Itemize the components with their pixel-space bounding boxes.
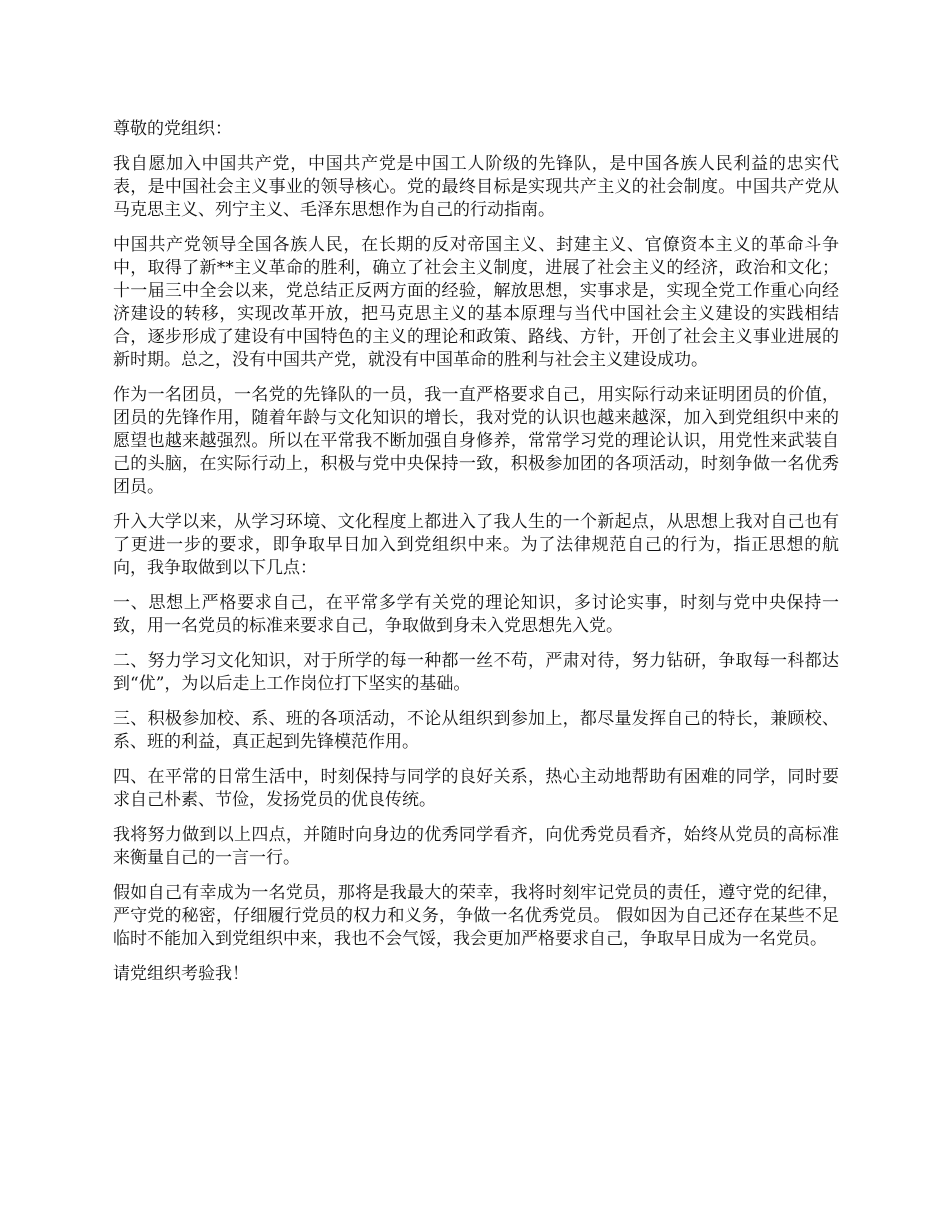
paragraph-2: 中国共产党领导全国各族人民，在长期的反对帝国主义、封建主义、官僚资本主义的革命斗争中，取得了新**主义革命的胜利，确立了社会主义制度，进展了社会主义的经济，政治和文化；十一届三中全会以来，党总结正反两方面的经验，解放思想，实事求是，实现全党工作重心向经济建设的转移，实现改革开放，把马克思主义的基本原理与当代中国社会主义建设的实践相结合，逐步形成了建设有中国特色的主义的理论和政策、路线、方针，开创了社会主义事业进展的新时期。总之，没有中国共产党，就没有中国革命的胜利与社会主义建设成功。 bbox=[113, 235, 839, 370]
closing: 请党组织考验我！ bbox=[113, 964, 249, 984]
point-2: 二、努力学习文化知识，对于所学的每一种都一丝不苟，严肃对待，努力钻研，争取每一科都达到“优”，为以后走上工作岗位打下坚实的基础。 bbox=[113, 651, 839, 694]
salutation: 尊敬的党组织： bbox=[113, 119, 232, 139]
paragraph-5: 我将努力做到以上四点，并随时向身边的优秀同学看齐，向优秀党员看齐，始终从党员的高标准来衡量自己的一言一行。 bbox=[113, 825, 839, 868]
point-1: 一、思想上严格要求自己，在平常多学有关党的理论知识，多讨论实事，时刻与党中央保持一致，用一名党员的标准来要求自己，争取做到身未入党思想先入党。 bbox=[113, 593, 839, 636]
paragraph-3: 作为一名团员，一名党的先锋队的一员，我一直严格要求自己，用实际行动来证明团员的价值，团员的先锋作用，随着年龄与文化知识的增长，我对党的认识也越来越深，加入到党组织中来的愿望也越来越强烈。所以在平常我不断加强自身修养，常常学习党的理论认识，用党性来武装自己的头脑，在实际行动上，积极与党中央保持一致，积极参加团的各项活动，时刻争做一名优秀团员。 bbox=[113, 385, 839, 497]
paragraph-6: 假如自己有幸成为一名党员，那将是我最大的荣幸，我将时刻牢记党员的责任，遵守党的纪律，严守党的秘密，仔细履行党员的权力和义务，争做一名优秀党员。 假如因为自己还存在某些不足临时不能加入到党组织中来，我也不会气馁，我会更加严格要求自己，争取早日成为一名党员。 bbox=[113, 883, 839, 949]
point-3: 三、积极参加校、系、班的各项活动，不论从组织到参加上，都尽量发挥自己的特长，兼顾校、系、班的利益，真正起到先锋模范作用。 bbox=[113, 709, 839, 752]
point-4: 四、在平常的日常生活中，时刻保持与同学的良好关系，热心主动地帮助有困难的同学，同时要求自己朴素、节俭，发扬党员的优良传统。 bbox=[113, 767, 839, 810]
letter-body bbox=[113, 118, 839, 998]
paragraph-1: 我自愿加入中国共产党，中国共产党是中国工人阶级的先锋队，是中国各族人民利益的忠实代表，是中国社会主义事业的领导核心。党的最终目标是实现共产主义的社会制度。中国共产党从马克思主义、列宁主义、毛泽东思想作为自己的行动指南。 bbox=[113, 154, 839, 220]
paragraph-4: 升入大学以来，从学习环境、文化程度上都进入了我人生的一个新起点，从思想上我对自己也有了更进一步的要求，即争取早日加入到党组织中来。为了法律规范自己的行为，指正思想的航向，我争取做到以下几点： bbox=[113, 512, 839, 578]
